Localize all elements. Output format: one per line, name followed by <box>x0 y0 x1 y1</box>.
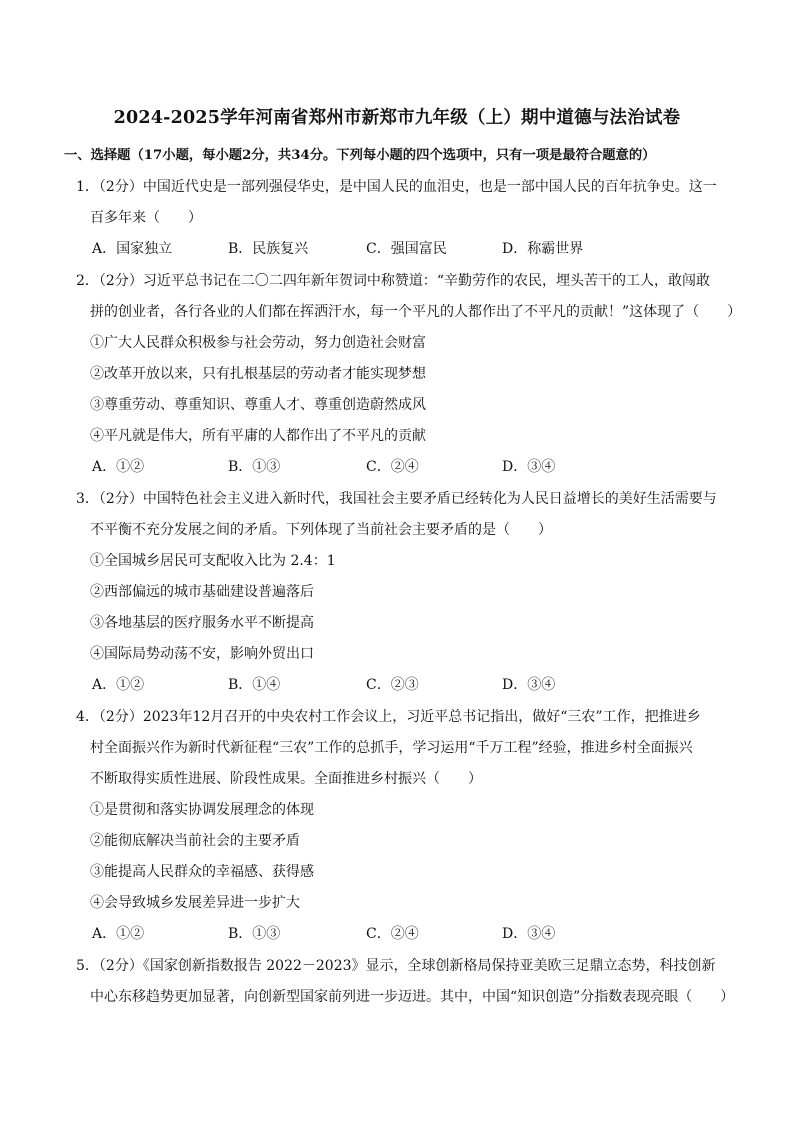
question-3-option-b[interactable]: B．①④ <box>228 677 281 693</box>
section-heading: 一、选择题（17小题，每小题2分，共34分。下列每小题的四个选项中，只有一项是最符合题意的） <box>64 148 656 163</box>
question-3-options <box>92 674 692 692</box>
question-5-line-2: 中心东移趋势更加显著，向创新型国家前列进一步迈进。其中，中国“知识创造”分指数表现亮眼（ ） <box>90 989 735 1005</box>
question-3-option-a[interactable]: A．①② <box>92 677 145 693</box>
question-1-option-d[interactable]: D．称霸世界 <box>502 241 584 257</box>
question-1-line-1: 1．（2分）中国近代史是一部列强侵华史，是中国人民的血泪史，也是一部中国人民的百年抗争史。这一 <box>76 179 717 195</box>
question-4-line-3: 不断取得实质性进展、阶段性成果。全面推进乡村振兴（ ） <box>90 771 482 787</box>
question-2-option-a[interactable]: A．①② <box>92 459 145 475</box>
question-4-line-2: 村全面振兴作为新时代新征程“三农”工作的总抓手，学习运用“千万工程”经验，推进乡村全面振兴 <box>90 740 693 756</box>
question-2-item-2: ②改革开放以来，只有扎根基层的劳动者才能实现梦想 <box>90 366 426 382</box>
question-2-item-4: ④平凡就是伟大，所有平庸的人都作出了不平凡的贡献 <box>90 428 426 444</box>
question-1-line-2: 百多年来（ ） <box>90 210 202 226</box>
question-4-item-2: ②能彻底解决当前社会的主要矛盾 <box>90 833 300 849</box>
question-4-option-b[interactable]: B．①③ <box>228 926 281 942</box>
question-4-options <box>92 923 692 941</box>
question-2-option-c[interactable]: C．②④ <box>366 459 419 475</box>
question-3-item-3: ③各地基层的医疗服务水平不断提高 <box>90 615 314 631</box>
question-4-item-4: ④会导致城乡发展差异进一步扩大 <box>90 895 300 911</box>
question-4-option-d[interactable]: D．③④ <box>502 926 556 942</box>
question-2-option-b[interactable]: B．①③ <box>228 459 281 475</box>
question-3-item-1: ①全国城乡居民可支配收入比为 2.4：1 <box>90 553 336 569</box>
question-2-options <box>92 456 692 474</box>
question-4-option-c[interactable]: C．②④ <box>366 926 419 942</box>
question-2-item-3: ③尊重劳动、尊重知识、尊重人才、尊重创造蔚然成风 <box>90 397 426 413</box>
question-1-options <box>92 238 692 256</box>
question-3-option-d[interactable]: D．③④ <box>502 677 556 693</box>
question-1-option-b[interactable]: B．民族复兴 <box>228 241 309 257</box>
question-4-item-1: ①是贯彻和落实协调发展理念的体现 <box>90 802 314 818</box>
question-2-item-1: ①广大人民群众积极参与社会劳动，努力创造社会财富 <box>90 335 426 351</box>
question-3-line-2: 不平衡不充分发展之间的矛盾。下列体现了当前社会主要矛盾的是（ ） <box>90 522 552 538</box>
question-1-option-c[interactable]: C．强国富民 <box>366 241 447 257</box>
page-title: 2024-2025学年河南省郑州市新郑市九年级（上）期中道德与法治试卷 <box>113 108 681 128</box>
question-3-item-4: ④国际局势动荡不安，影响外贸出口 <box>90 646 314 662</box>
question-4-option-a[interactable]: A．①② <box>92 926 145 942</box>
question-1-option-a[interactable]: A．国家独立 <box>92 241 173 257</box>
question-3-option-c[interactable]: C．②③ <box>366 677 419 693</box>
question-2-option-d[interactable]: D．③④ <box>502 459 556 475</box>
question-4-item-3: ③能提高人民群众的幸福感、获得感 <box>90 864 314 880</box>
question-5-line-1: 5．（2分）《国家创新指数报告 2022－2023》显示，全球创新格局保持亚美欧三足鼎立态势，科技创新 <box>76 958 716 974</box>
question-3-line-1: 3．（2分）中国特色社会主义进入新时代，我国社会主要矛盾已经转化为人民日益增长的美好生活需要与 <box>76 491 717 507</box>
question-3-item-2: ②西部偏远的城市基础建设普遍落后 <box>90 584 314 600</box>
question-2-line-1: 2．（2分）习近平总书记在二〇二四年新年贺词中称赞道：“辛勤劳作的农民，埋头苦干的工人，敢闯敢 <box>76 273 710 289</box>
question-2-line-2: 拼的创业者，各行各业的人们都在挥洒汗水，每一个平凡的人都作出了不平凡的贡献！”这体现了（ ） <box>90 304 742 320</box>
question-4-line-1: 4．（2分）2023年12月召开的中央农村工作会议上，习近平总书记指出，做好“三农”工作，把推进乡 <box>76 709 701 725</box>
